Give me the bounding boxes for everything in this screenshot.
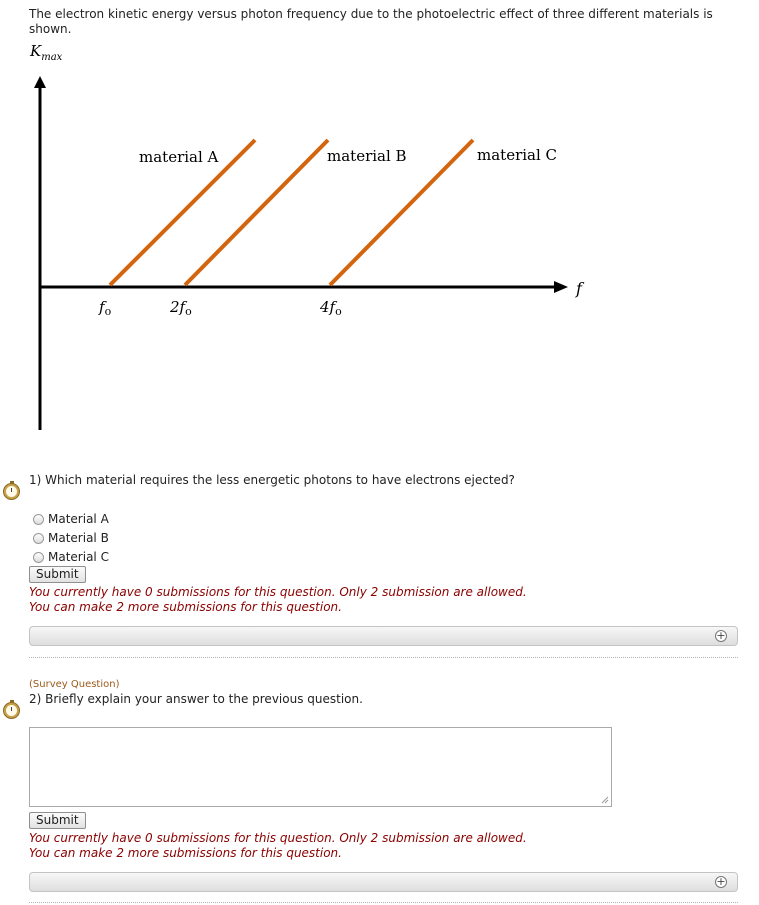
radio-material-b[interactable] bbox=[33, 533, 44, 544]
divider bbox=[29, 657, 738, 658]
resize-grip-icon[interactable] bbox=[601, 796, 609, 804]
submission-message-q2-line2: You can make 2 more submissions for this question. bbox=[29, 846, 342, 860]
y-axis-label-sub: max bbox=[41, 52, 63, 63]
plus-circle-icon[interactable]: + bbox=[716, 629, 726, 642]
x-axis-label: f bbox=[576, 279, 582, 298]
label-material-b: material B bbox=[327, 147, 407, 165]
tick-4f0: $4f_o$ bbox=[320, 298, 342, 318]
plus-circle-icon[interactable]: + bbox=[716, 875, 726, 888]
y-axis-arrow bbox=[34, 76, 46, 88]
option-label: Material C bbox=[48, 550, 109, 564]
survey-label: (Survey Question) bbox=[29, 679, 120, 690]
option-label: Material A bbox=[48, 512, 109, 526]
submission-message-q2-line1: You currently have 0 submissions for this question. Only 2 submission are allowed. bbox=[29, 831, 527, 845]
stopwatch-icon bbox=[3, 700, 22, 719]
stopwatch-icon bbox=[3, 481, 22, 500]
label-material-c: material C bbox=[477, 146, 558, 164]
intro-text: The electron kinetic energy versus photon frequency due to the photoelectric effect of three different materials is shown. bbox=[29, 7, 713, 36]
option-material-c[interactable] bbox=[33, 548, 109, 566]
label-material-a: material A bbox=[139, 148, 219, 166]
y-axis-label: $K_{max}$ bbox=[30, 42, 63, 63]
x-axis-arrow bbox=[554, 281, 568, 293]
submit-button-q1[interactable]: Submit bbox=[29, 566, 86, 583]
radio-material-a[interactable] bbox=[33, 514, 44, 525]
submission-message-q1-line1: You currently have 0 submissions for this question. Only 2 submission are allowed. bbox=[29, 585, 527, 599]
option-material-a[interactable] bbox=[33, 510, 109, 528]
question-1-text: 1) Which material requires the less energetic photons to have electrons ejected? bbox=[29, 473, 515, 487]
tick-f0: $f_o$ bbox=[99, 298, 112, 318]
option-material-b[interactable] bbox=[33, 529, 109, 547]
radio-material-c[interactable] bbox=[33, 552, 44, 563]
answer-textarea[interactable] bbox=[29, 727, 612, 807]
option-label: Material B bbox=[48, 531, 109, 545]
expand-bar-q1[interactable] bbox=[29, 626, 738, 646]
submit-button-q2[interactable]: Submit bbox=[29, 812, 86, 829]
expand-bar-q2[interactable] bbox=[29, 872, 738, 892]
tick-2f0: $2f_o$ bbox=[170, 298, 192, 318]
figure-kinetic-energy-vs-frequency bbox=[0, 40, 759, 440]
divider bbox=[29, 902, 738, 903]
question-2-text: 2) Briefly explain your answer to the previous question. bbox=[29, 692, 363, 706]
submission-message-q1-line2: You can make 2 more submissions for this question. bbox=[29, 600, 342, 614]
